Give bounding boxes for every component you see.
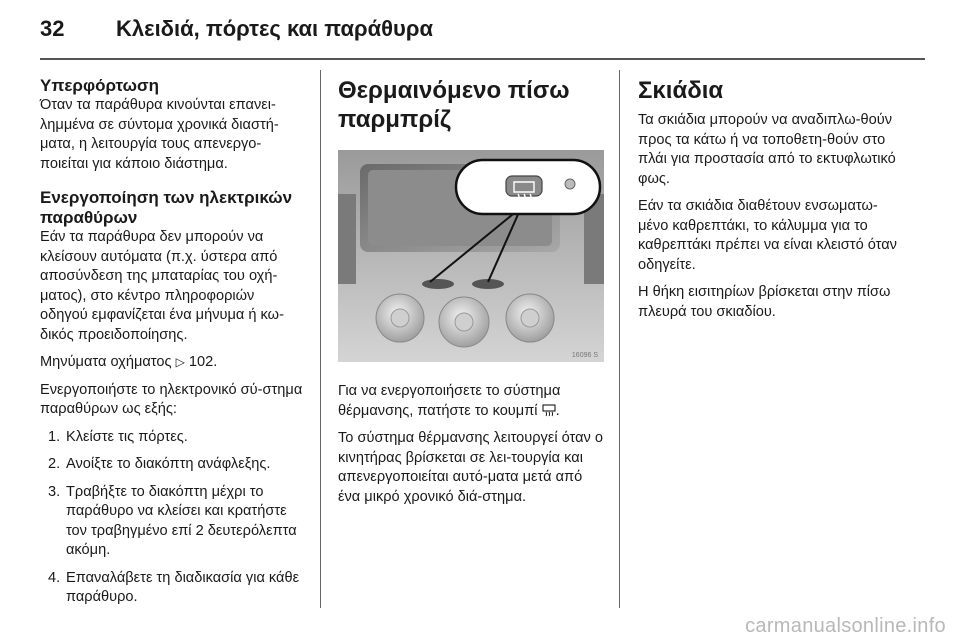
heating-info-text: Το σύστημα θέρμανσης λειτουργεί όταν ο κινητήρας βρίσκεται σε λει-τουργία και απενεργοποιείται αυτό-ματα μετά από ένα μικρό χρονικό διά-στημα. [338,430,604,505]
rear-window-heating-heading: Θερμαινόμενο πίσω παρμπρίζ [338,77,570,133]
sun-visors-text-1: Τα σκιάδια μπορούν να αναδιπλω-θούν προς τα κάτω ή να τοποθετη-θούν στο πλάι για προστασία από το εκτυφλωτικό φως. [638,112,896,187]
watermark: carmanualsonline.info [745,615,946,637]
activation-steps [40,428,304,608]
list-item: 2. Ανοίξτε το διακόπτη ανάφλεξης. [48,456,271,472]
vehicle-messages-ref [40,353,304,373]
sun-visors-text-2: Εάν τα σκιάδια διαθέτουν ενσωματω-μένο καθρεπτάκι, το κάλυμμα για το καθρεπτάκι πρέπει να είναι κλειστό όταν οδηγείτε. [638,198,897,273]
sun-visors-heading: Σκιάδια [638,77,724,104]
reference-arrow-icon: ▷ [175,355,185,369]
figure-code: 16096 S [571,352,598,359]
press-instruction: Για να ενεργοποιήσετε το σύστημα θέρμανσης, πατήστε το κουμπί . [338,383,561,419]
list-item: 3. Τραβήξτε το διακόπτη μέχρι το παράθυρο να κλείσει και κρατήστε τον τραβηγμένο επί 2 δευτερόλεπτα ακόμη. [48,483,297,558]
dashboard-figure [338,150,604,362]
overload-heading: Υπερφόρτωση [40,76,160,95]
page-title: Κλειδιά, πόρτες και παράθυρα [116,16,433,41]
sun-visors-text-3: Η θήκη εισιτηρίων βρίσκεται στην πίσω πλευρά του σκιαδίου. [638,284,891,320]
header-divider [40,58,925,60]
list-item: 4. Επαναλάβετε τη διαδικασία για κάθε παράθυρο. [48,569,300,605]
list-item: 1. Κλείστε τις πόρτες. [48,428,188,445]
column-left [40,76,304,616]
vehicle-messages-label: Μηνύματα οχήματος [40,354,172,370]
column-middle [338,76,604,515]
column-divider-1 [320,70,321,608]
page-number: 32 [40,16,65,41]
column-divider-2 [619,70,620,608]
activate-intro: Ενεργοποιήστε το ηλεκτρονικό σύ-στημα παραθύρων ως εξής: [40,381,303,417]
rear-window-heater-icon [542,404,556,417]
activation-heading: Ενεργοποίηση των ηλεκτρικών παραθύρων [40,188,293,227]
overload-text: Όταν τα παράθυρα κινούνται επανει-λημμένα σε σύντομα χρονικά διαστή-ματα, η λειτουργία τους απενεργο-ποιείται για κάποιο διάστημα. [40,97,279,172]
column-right [638,76,908,330]
vehicle-messages-page: 102. [188,354,218,370]
activation-text: Εάν τα παράθυρα δεν μπορούν να κλείσουν αυτόματα (π.χ. ύστερα από αποσύνδεση της μπαταρίας του οχή-ματος), στο κέντρο πληροφοριών οδηγού εμφανίζεται ένα μήνυμα ή κω-δικός προειδοποίησης. [40,229,284,343]
